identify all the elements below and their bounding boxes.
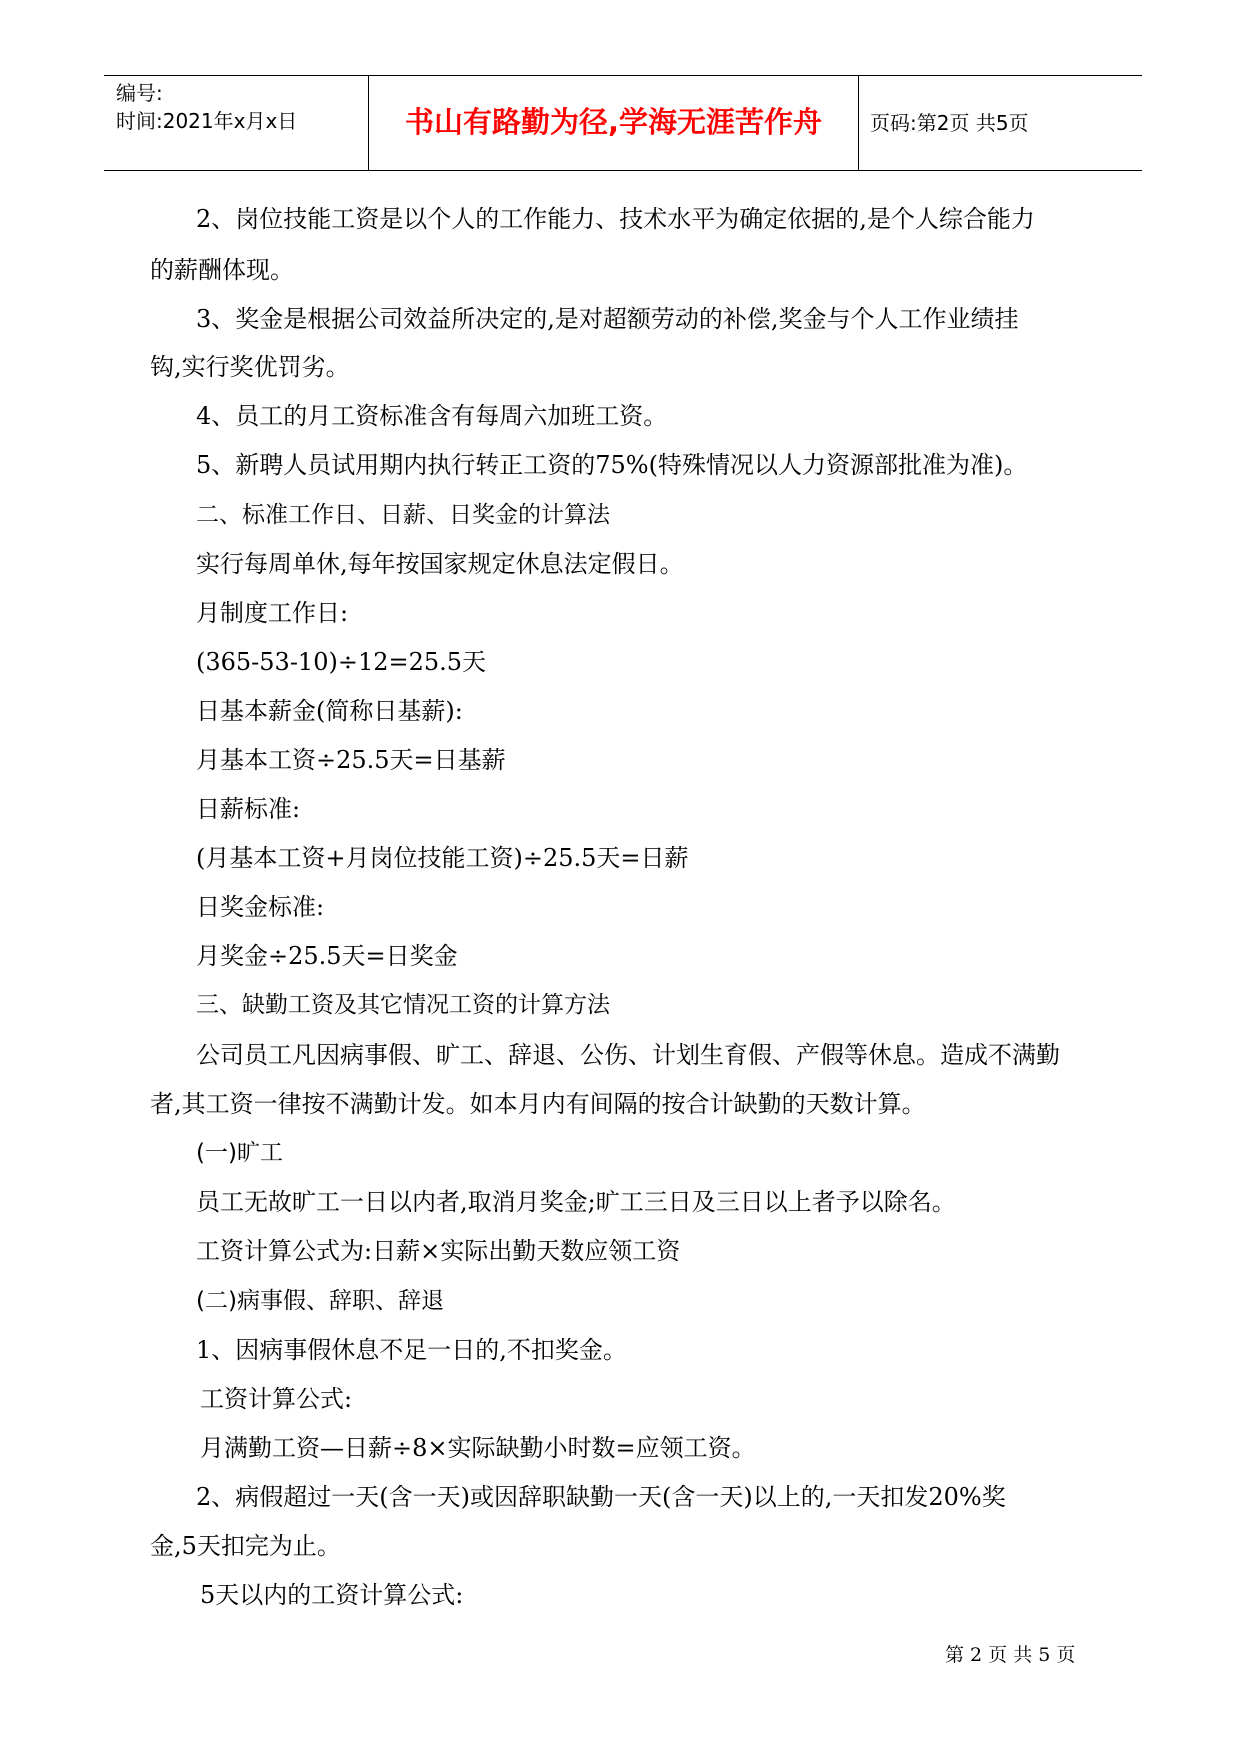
formula-line: (月基本工资+月岗位技能工资)÷25.5天=日薪 (196, 844, 689, 872)
body-line: 5、新聘人员试用期内执行转正工资的75%(特殊情况以人力资源部批准为准)。 (196, 451, 1028, 479)
header-meta-cell (104, 76, 368, 170)
header-motto: 书山有路勤为径,学海无涯苦作舟 (404, 105, 823, 139)
body-line: 日薪标准: (196, 795, 301, 823)
body-line: 4、员工的月工资标准含有每周六加班工资。 (196, 402, 668, 430)
body-line: 工资计算公式: (200, 1385, 353, 1413)
body-line: 实行每周单休,每年按国家规定休息法定假日。 (196, 550, 684, 578)
document-time-label: 时间:2021年x月x日 (116, 109, 298, 133)
body-line: 1、因病事假休息不足一日的,不扣奖金。 (196, 1336, 627, 1364)
body-line: 员工无故旷工一日以内者,取消月奖金;旷工三日及三日以上者予以除名。 (196, 1188, 956, 1216)
header-page-cell (858, 76, 1142, 170)
header-page-info: 页码:第2页 共5页 (870, 111, 1029, 135)
section-heading-3: 三、缺勤工资及其它情况工资的计算方法 (196, 992, 610, 1018)
body-line: 日基本薪金(简称日基薪): (196, 697, 463, 725)
body-line: 钩,实行奖优罚劣。 (150, 353, 350, 381)
formula-line: 工资计算公式为:日薪×实际出勤天数应领工资 (196, 1237, 681, 1265)
document-number-label: 编号: (116, 81, 163, 105)
body-line: 公司员工凡因病事假、旷工、辞退、公伤、计划生育假、产假等休息。造成不满勤 (196, 1041, 1060, 1069)
formula-line: 月基本工资÷25.5天=日基薪 (196, 746, 506, 774)
body-line: 2、病假超过一天(含一天)或因辞职缺勤一天(含一天)以上的,一天扣发20%奖 (196, 1483, 1006, 1511)
header-motto-cell (368, 76, 859, 170)
formula-line: 月满勤工资—日薪÷8×实际缺勤小时数=应领工资。 (200, 1434, 756, 1462)
section-heading-2: 二、标准工作日、日薪、日奖金的计算法 (196, 502, 610, 528)
body-line: 的薪酬体现。 (150, 256, 294, 284)
body-line: 3、奖金是根据公司效益所决定的,是对超额劳动的补偿,奖金与个人工作业绩挂 (196, 305, 1019, 333)
subheading-absenteeism: (一)旷工 (196, 1140, 283, 1166)
body-line: 日奖金标准: (196, 893, 325, 921)
body-line: 5天以内的工资计算公式: (200, 1581, 464, 1609)
body-line: 2、岗位技能工资是以个人的工作能力、技术水平为确定依据的,是个人综合能力 (196, 205, 1035, 233)
page-footer: 第 2 页 共 5 页 (945, 1644, 1076, 1666)
body-line: 金,5天扣完为止。 (150, 1532, 341, 1560)
page-header (104, 75, 1142, 171)
formula-line: 月奖金÷25.5天=日奖金 (196, 942, 458, 970)
body-line: 者,其工资一律按不满勤计发。如本月内有间隔的按合计缺勤的天数计算。 (150, 1090, 926, 1118)
subheading-sick-leave: (二)病事假、辞职、辞退 (196, 1288, 444, 1314)
formula-line: (365-53-10)÷12=25.5天 (196, 648, 487, 676)
body-line: 月制度工作日: (196, 599, 349, 627)
